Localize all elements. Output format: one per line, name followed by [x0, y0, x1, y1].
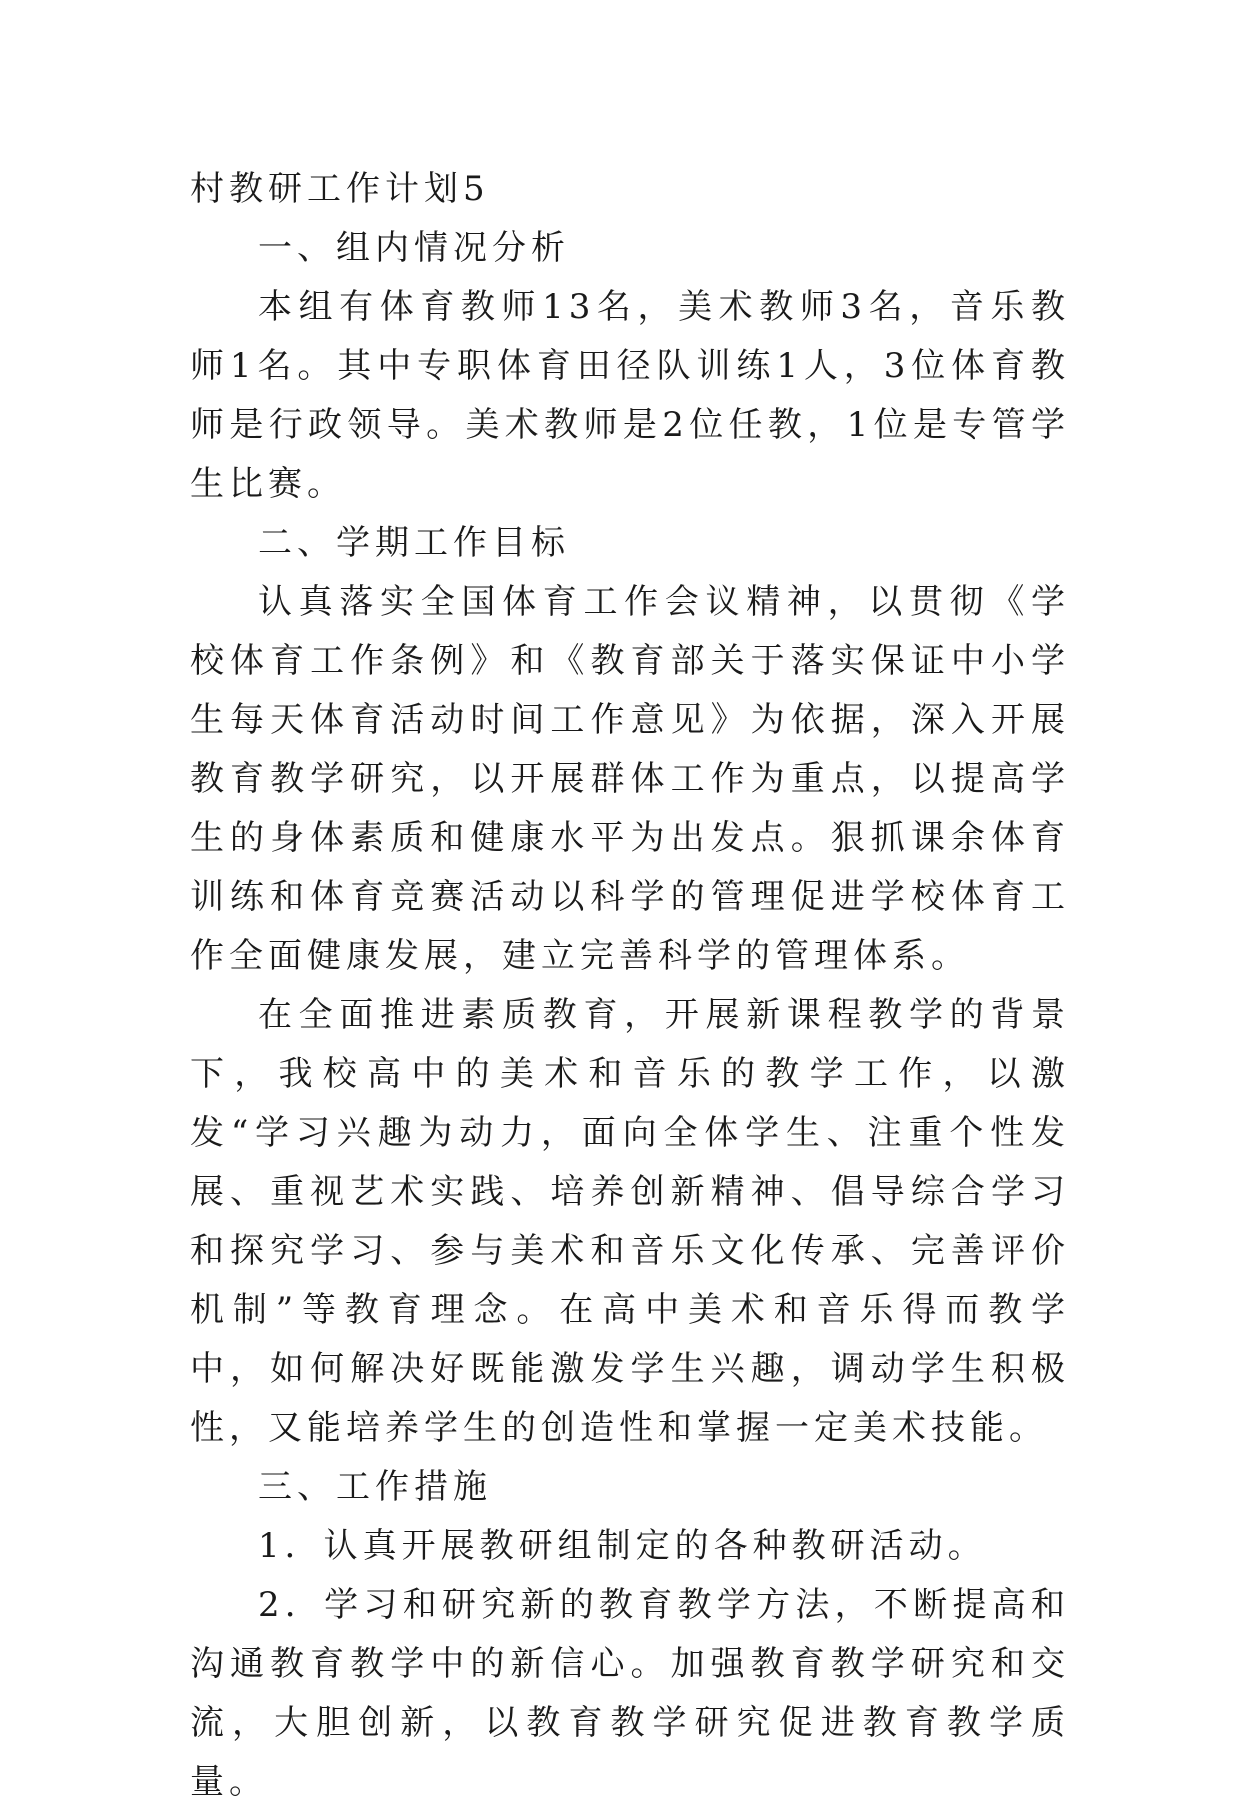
paragraph-goals-2: 在全面推进素质教育，开展新课程教学的背景下，我校高中的美术和音乐的教学工作，以激发“学习兴趣为动力，面向全体学生、注重个性发展、重视艺术实践、培养创新精神、倡导综合学习和探究学习、参与美术和音乐文化传承、完善评价机制”等教育理念。在高中美术和音乐得而教学中，如何解决好既能激发学生兴趣，调动学生积极性，又能培养学生的创造性和掌握一定美术技能。	[190, 995, 1070, 1448]
section-heading-1: 一、组内情况分析	[258, 228, 570, 268]
section-heading-2: 二、学期工作目标	[258, 523, 570, 563]
paragraph-group-analysis: 本组有体育教师13名，美术教师3名，音乐教师1名。其中专职体育田径队训练1人，3位体育教师是行政领导。美术教师是2位任教，1位是专管学生比赛。	[190, 287, 1070, 504]
section-heading-3: 三、工作措施	[258, 1467, 492, 1507]
document-title: 村教研工作计划5	[190, 169, 490, 209]
paragraph-goals-1: 认真落实全国体育工作会议精神，以贯彻《学校体育工作条例》和《教育部关于落实保证中小学生每天体育活动时间工作意见》为依据，深入开展教育教学研究，以开展群体工作为重点，以提高学生的身体素质和健康水平为出发点。狠抓课余体育训练和体育竞赛活动以科学的管理促进学校体育工作全面健康发展，建立完善科学的管理体系。	[190, 582, 1070, 976]
measure-item-2: 2．学习和研究新的教育教学方法，不断提高和沟通教育教学中的新信心。加强教育教学研究和交流，大胆创新，以教育教学研究促进教育教学质量。	[190, 1585, 1070, 1802]
measure-item-1: 1．认真开展教研组制定的各种教研活动。	[258, 1526, 987, 1566]
document-body	[190, 160, 1070, 1812]
